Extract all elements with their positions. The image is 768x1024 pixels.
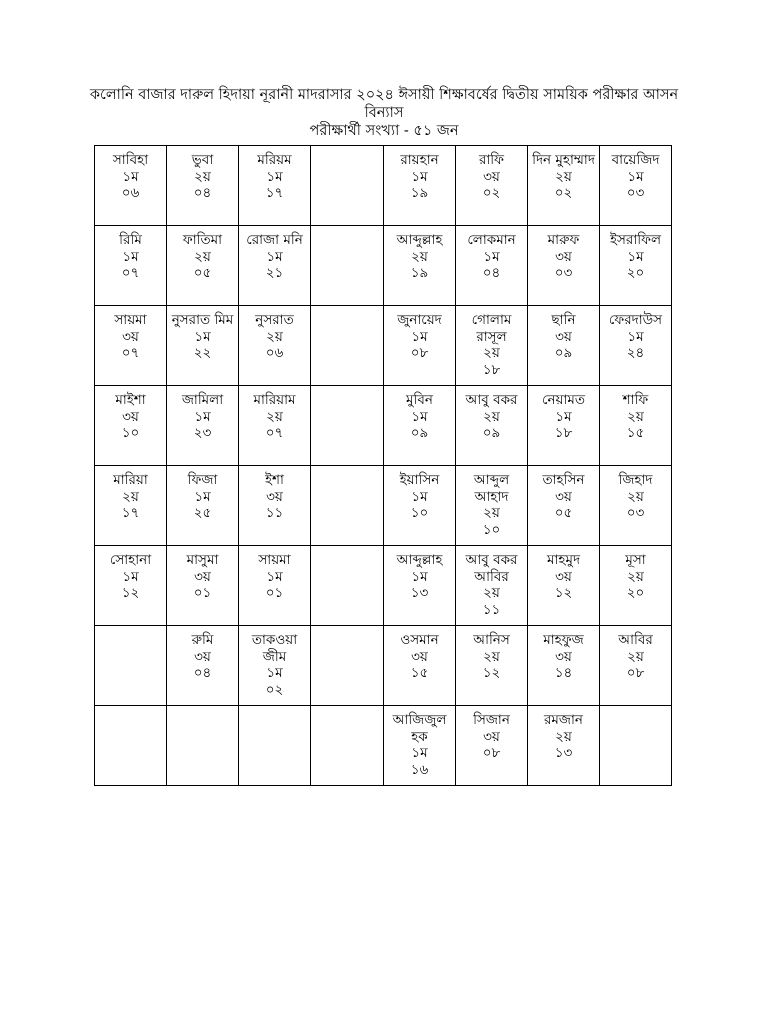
seat-cell (239, 306, 311, 386)
student-class: ২য় (483, 585, 500, 601)
seat-info (239, 306, 310, 362)
seat-cell (384, 386, 456, 466)
student-roll: ২৫ (193, 505, 212, 521)
student-name: নুসরাত মিম (171, 312, 234, 328)
student-name: নুসরাত (255, 312, 294, 328)
table-row (95, 306, 672, 386)
student-roll: ১৫ (410, 665, 429, 681)
student-class: ২য় (555, 168, 572, 185)
student-class: ২য় (483, 345, 500, 361)
student-class: ১ম (411, 745, 428, 761)
student-roll: ০৩ (554, 265, 573, 281)
student-name: জুনায়েদ (397, 312, 442, 328)
seat-cell (528, 546, 600, 626)
seat-cell (528, 386, 600, 466)
student-roll: ০৪ (482, 265, 501, 281)
aisle-cell (311, 146, 384, 226)
student-name: আবু বকর আবির (465, 552, 518, 585)
seat-info (167, 546, 238, 602)
student-class: ২য় (555, 728, 572, 745)
seat-info (600, 626, 671, 682)
seat-info (239, 386, 310, 442)
student-class: ১ম (122, 248, 139, 265)
student-class: ২য় (266, 408, 283, 425)
seat-cell (456, 706, 528, 786)
student-roll: ০৬ (265, 345, 284, 361)
student-roll: ০৮ (626, 665, 645, 681)
student-name: আব্দুল আহাদ (473, 472, 510, 505)
student-roll: ১৯ (410, 185, 429, 201)
student-class: ২য় (627, 488, 644, 505)
student-roll: ১১ (265, 505, 284, 521)
seat-cell (95, 226, 167, 306)
student-name: ইশা (265, 472, 284, 488)
student-roll: ০৩ (626, 185, 645, 201)
student-class: ২য় (627, 648, 644, 665)
student-name: রাফি (478, 152, 505, 168)
seat-info (95, 386, 166, 442)
student-class: ১ম (411, 328, 428, 345)
seat-info (528, 386, 599, 442)
student-class: ৩য় (411, 648, 428, 665)
student-class: ২য় (266, 328, 283, 345)
aisle-cell (311, 466, 384, 546)
student-name: মারিয়া (113, 472, 148, 488)
student-roll: ১০ (410, 505, 429, 521)
aisle-cell (311, 626, 384, 706)
seat-info (600, 386, 671, 442)
student-name: সায়মা (114, 312, 147, 328)
seat-cell (456, 546, 528, 626)
seat-cell (528, 706, 600, 786)
student-class: ২য় (194, 168, 211, 185)
student-name: ফিজা (187, 472, 218, 488)
student-class: ১ম (266, 665, 283, 681)
student-name: ওসমান (400, 632, 439, 648)
seat-cell (239, 386, 311, 466)
student-class: ১ম (411, 568, 428, 585)
seat-info (95, 466, 166, 522)
seat-cell (456, 226, 528, 306)
seat-cell (95, 306, 167, 386)
student-roll: ০৩ (626, 505, 645, 521)
seat-info (528, 626, 599, 682)
seat-cell (600, 146, 672, 226)
seat-cell (167, 466, 239, 546)
student-roll: ১১ (482, 601, 501, 618)
student-name: রুমি (191, 632, 214, 648)
seat-cell (167, 626, 239, 706)
student-class: ২য় (483, 648, 500, 665)
student-roll: ০২ (482, 185, 501, 201)
seat-cell (167, 146, 239, 226)
student-roll: ২৪ (626, 345, 645, 361)
seat-info (384, 226, 455, 282)
student-name: আজিজুল হক (392, 712, 447, 745)
examinee-count: পরীক্ষার্থী সংখ্যা - ৫১ জন (309, 123, 459, 139)
seat-cell (600, 306, 672, 386)
student-name: সাবিহা (112, 152, 149, 168)
student-class: ১ম (411, 488, 428, 505)
student-class: ৩য় (555, 248, 572, 265)
student-name: মারিয়াম (253, 392, 296, 408)
title-line-1: কলোনি বাজার দারুল হিদায়া নূরানী মাদরাসার ২০২৪ ঈসায়ী শিক্ষাবর্ষের দ্বিতীয় সাময়িক পরীক্ষার আসন (89, 87, 679, 103)
student-roll: ১৭ (121, 505, 140, 521)
aisle-cell (311, 226, 384, 306)
seat-info (456, 306, 527, 378)
seat-info (95, 306, 166, 362)
student-roll: ১৫ (626, 425, 645, 441)
student-roll: ২০ (626, 585, 645, 601)
seat-info (167, 146, 238, 202)
table-row (95, 466, 672, 546)
student-class: ১ম (266, 168, 283, 185)
student-roll: ১০ (482, 521, 501, 538)
student-roll: ০৯ (554, 345, 573, 361)
student-roll: ০৪ (193, 665, 212, 681)
student-name: মাসুমা (186, 552, 219, 568)
seat-info (528, 466, 599, 522)
seat-cell (600, 466, 672, 546)
student-class: ৩য় (483, 728, 500, 745)
seat-info (384, 626, 455, 682)
student-class: ২য় (411, 248, 428, 265)
student-class: ৩য় (194, 568, 211, 585)
student-name: ইয়াসিন (399, 472, 440, 488)
student-name: দিন মুহাম্মাদ (532, 152, 595, 168)
seat-info (239, 546, 310, 602)
seat-cell (384, 146, 456, 226)
seat-info (239, 146, 310, 202)
student-roll: ০১ (193, 585, 212, 601)
seat-info (600, 306, 671, 362)
table-row (95, 386, 672, 466)
document-header (60, 86, 708, 140)
student-class: ১ম (411, 408, 428, 425)
seat-info (167, 466, 238, 522)
seat-info (167, 306, 238, 362)
student-class: ১ম (122, 568, 139, 585)
student-roll: ০৪ (193, 185, 212, 201)
seat-info (456, 626, 527, 682)
student-class: ৩য় (194, 648, 211, 665)
seat-info (95, 546, 166, 602)
student-name: রিমি (119, 232, 142, 248)
student-class: ১ম (627, 328, 644, 345)
student-roll: ০২ (554, 185, 573, 201)
student-roll: ১৯ (410, 265, 429, 281)
seat-info (456, 226, 527, 282)
student-name: শাফি (622, 392, 649, 408)
student-roll: ০৬ (121, 185, 140, 201)
student-class: ১ম (627, 168, 644, 185)
seat-cell (384, 626, 456, 706)
student-name: সোহানা (109, 552, 152, 568)
seat-cell (456, 306, 528, 386)
aisle-cell (311, 306, 384, 386)
table-row (95, 146, 672, 226)
student-class: ১ম (122, 168, 139, 185)
student-name: ছানি (551, 312, 576, 328)
student-name: আব্দুল্লাহ (396, 552, 443, 568)
student-name: ফেরদাউস (608, 312, 663, 328)
seat-cell (600, 386, 672, 466)
table-row (95, 626, 672, 706)
student-roll: ২১ (265, 265, 284, 281)
student-name: সায়মা (258, 552, 291, 568)
aisle-cell (311, 546, 384, 626)
aisle-cell (311, 706, 384, 786)
seat-info (456, 386, 527, 442)
seat-cell (95, 146, 167, 226)
seat-info (384, 386, 455, 442)
table-row (95, 546, 672, 626)
student-class: ৩য় (555, 488, 572, 505)
seat-cell (456, 626, 528, 706)
student-name: সিজান (473, 712, 510, 728)
empty-seat-cell (95, 626, 167, 706)
student-name: মরিয়ম (257, 152, 292, 168)
student-name: মাহমুদ (546, 552, 581, 568)
student-roll: ১৩ (554, 745, 573, 761)
seat-info (456, 146, 527, 202)
seat-info (528, 226, 599, 282)
student-name: গোলাম রাসূল (471, 312, 512, 345)
student-class: ৩য় (555, 328, 572, 345)
seat-info (600, 546, 671, 602)
empty-seat-cell (239, 706, 311, 786)
student-roll: ১৪ (554, 665, 573, 681)
seat-info (239, 466, 310, 522)
student-class: ২য় (627, 408, 644, 425)
seat-info (95, 146, 166, 202)
student-name: আনিস (473, 632, 510, 648)
seat-info (384, 146, 455, 202)
student-roll: ০৮ (410, 345, 429, 361)
seat-info (239, 626, 310, 698)
student-roll: ০২ (265, 681, 284, 698)
student-roll: ১৭ (265, 185, 284, 201)
student-class: ৩য় (555, 568, 572, 585)
student-class: ১ম (266, 568, 283, 585)
student-class: ২য় (627, 568, 644, 585)
seat-info (456, 706, 527, 762)
seat-cell (384, 546, 456, 626)
seat-info (384, 306, 455, 362)
seat-info (528, 706, 599, 762)
seat-info (384, 546, 455, 602)
seat-info (384, 466, 455, 522)
student-roll: ১৮ (482, 361, 501, 378)
student-name: লোকমান (467, 232, 516, 248)
student-name: ফাতিমা (182, 232, 223, 248)
seat-cell (95, 466, 167, 546)
seat-cell (600, 226, 672, 306)
seat-info (456, 466, 527, 538)
student-class: ১ম (627, 248, 644, 265)
seat-cell (239, 466, 311, 546)
seat-cell (528, 626, 600, 706)
student-roll: ১৬ (410, 761, 429, 778)
student-name: রোজা মনি (246, 232, 303, 248)
student-class: ১ম (194, 488, 211, 505)
seat-cell (95, 546, 167, 626)
student-roll: ০৭ (265, 425, 284, 441)
seat-cell (384, 226, 456, 306)
student-class: ২য় (194, 248, 211, 265)
student-roll: ০৭ (121, 265, 140, 281)
student-class: ১ম (555, 408, 572, 425)
seat-info (600, 226, 671, 282)
student-name: আবির (618, 632, 653, 648)
seat-info (528, 546, 599, 602)
student-name: মাহফুজ (543, 632, 584, 648)
student-name: জামিলা (181, 392, 224, 408)
student-roll: ১২ (482, 665, 501, 681)
table-row (95, 706, 672, 786)
seat-cell (456, 146, 528, 226)
student-roll: ০৫ (554, 505, 573, 521)
aisle-cell (311, 386, 384, 466)
seat-info (456, 546, 527, 618)
student-roll: ০৮ (482, 745, 501, 761)
empty-seat-cell (95, 706, 167, 786)
student-class: ৩য় (266, 488, 283, 505)
student-class: ২য় (483, 505, 500, 521)
student-name: মাইশা (115, 392, 146, 408)
empty-seat-cell (167, 706, 239, 786)
seating-table (94, 145, 672, 786)
seat-cell (600, 546, 672, 626)
seat-cell (528, 146, 600, 226)
student-roll: ১২ (121, 585, 140, 601)
seat-info (528, 146, 599, 202)
student-roll: ১০ (121, 425, 140, 441)
seat-info (600, 466, 671, 522)
seat-cell (167, 226, 239, 306)
student-roll: ০১ (265, 585, 284, 601)
seat-cell (239, 626, 311, 706)
seat-info (167, 226, 238, 282)
table-row (95, 226, 672, 306)
seat-cell (600, 626, 672, 706)
student-roll: ২০ (626, 265, 645, 281)
seat-cell (384, 706, 456, 786)
seating-table-body (95, 146, 672, 786)
student-name: মুবিন (406, 392, 433, 408)
student-name: আব্দুল্লাহ (396, 232, 443, 248)
student-class: ১ম (411, 168, 428, 185)
student-name: মারুফ (547, 232, 580, 248)
student-roll: ০৯ (410, 425, 429, 441)
seat-cell (167, 546, 239, 626)
seat-cell (384, 306, 456, 386)
student-name: ইসরাফিল (609, 232, 662, 248)
student-roll: ২৩ (193, 425, 212, 441)
student-name: নেয়ামত (541, 392, 586, 408)
student-roll: ০৭ (121, 345, 140, 361)
seat-cell (95, 386, 167, 466)
student-class: ১ম (194, 408, 211, 425)
student-roll: ০৫ (193, 265, 212, 281)
student-class: ৩য় (483, 168, 500, 185)
student-name: রায়হান (400, 152, 439, 168)
seat-cell (167, 386, 239, 466)
student-roll: ১৮ (554, 425, 573, 441)
student-name: তাহসিন (542, 472, 585, 488)
student-name: রমজান (544, 712, 583, 728)
student-name: আবু বকর (465, 392, 518, 408)
seat-cell (528, 306, 600, 386)
student-class: ২য় (483, 408, 500, 425)
seat-cell (456, 386, 528, 466)
student-roll: ১৩ (410, 585, 429, 601)
student-name: ভুবা (191, 152, 214, 168)
student-roll: ১২ (554, 585, 573, 601)
seat-cell (456, 466, 528, 546)
seat-cell (528, 466, 600, 546)
seat-cell (167, 306, 239, 386)
title-line-2: বিন্যাস (364, 105, 404, 121)
seat-info (600, 146, 671, 202)
empty-seat-cell (600, 706, 672, 786)
student-class: ২য় (122, 488, 139, 505)
seat-cell (239, 146, 311, 226)
seat-info (528, 306, 599, 362)
student-class: ১ম (266, 248, 283, 265)
seat-cell (384, 466, 456, 546)
student-roll: ২২ (193, 345, 212, 361)
student-class: ১ম (194, 328, 211, 345)
student-class: ৩য় (122, 328, 139, 345)
student-class: ১ম (483, 248, 500, 265)
student-name: তাকওয়া জীম (251, 632, 298, 665)
student-roll: ০৯ (482, 425, 501, 441)
seat-info (167, 386, 238, 442)
seat-info (95, 226, 166, 282)
seat-cell (239, 226, 311, 306)
seat-cell (528, 226, 600, 306)
seat-cell (239, 546, 311, 626)
student-class: ৩য় (122, 408, 139, 425)
seat-info (239, 226, 310, 282)
student-name: জিহাদ (618, 472, 653, 488)
student-class: ৩য় (555, 648, 572, 665)
seat-info (167, 626, 238, 682)
student-name: বায়েজিদ (611, 152, 660, 168)
student-name: মূসা (625, 552, 646, 568)
seat-info (384, 706, 455, 778)
